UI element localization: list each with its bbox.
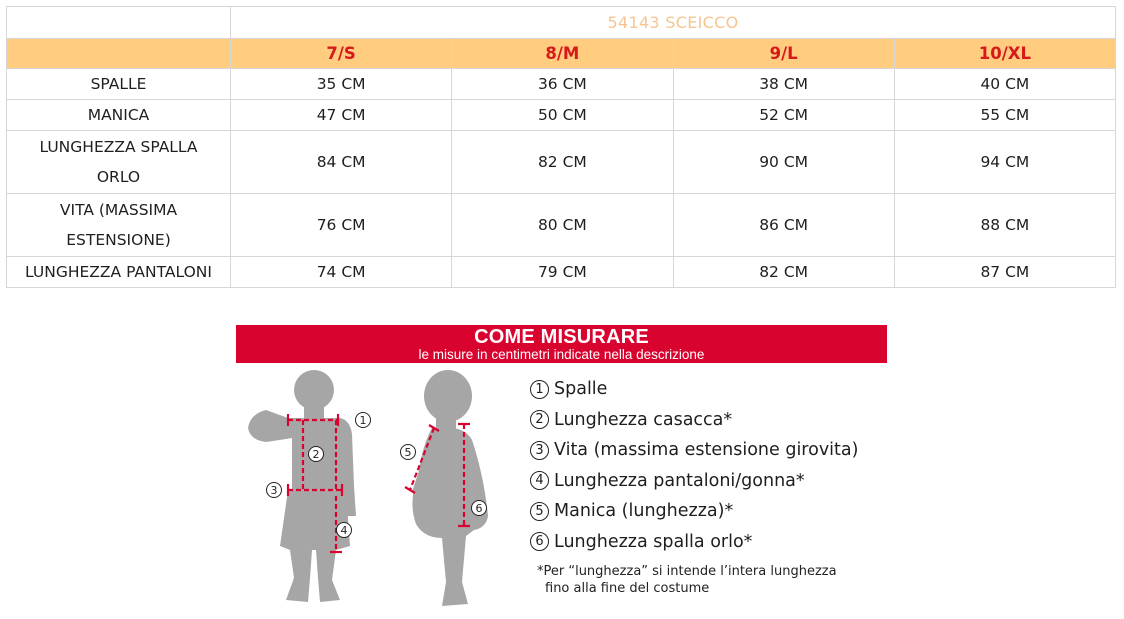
value-cell: 86 CM [673, 194, 894, 257]
header-label-cell [7, 39, 231, 69]
row-label [7, 100, 231, 131]
value-cell: 94 CM [894, 131, 1115, 194]
product-name: 54143 SCEICCO [231, 7, 1116, 39]
how-to-measure-title: COME MISURARE [474, 326, 649, 348]
legend-text: Manica (lunghezza)* [554, 501, 734, 522]
number-circle-icon: 5 [530, 502, 549, 521]
value-cell: 80 CM [452, 194, 673, 257]
legend-text: Lunghezza casacca* [554, 409, 733, 430]
table-row-lunghezza-spalla-orlo [7, 131, 1116, 194]
row-label-text: MANICA [87, 106, 150, 124]
value-cell: 88 CM [894, 194, 1115, 257]
value-cell: 84 CM [231, 131, 452, 194]
measure-legend [530, 374, 858, 557]
size-header-8m: 8/M [452, 39, 673, 69]
value-cell: 55 CM [894, 100, 1115, 131]
corner-cell [7, 7, 231, 39]
number-circle-icon: 1 [530, 380, 549, 399]
value-cell: 90 CM [673, 131, 894, 194]
row-label-text: ESTENSIONE) [66, 231, 171, 249]
footnote-line-1: *Per “lunghezza” si intende l’intera lunghezza [537, 564, 837, 579]
row-label-text: ORLO [96, 168, 141, 186]
table-row-vita [7, 194, 1116, 257]
marker-5: 5 [404, 446, 412, 459]
legend-text: Lunghezza spalla orlo* [554, 531, 753, 552]
legend-item-lunghezza-spalla-orlo [530, 527, 858, 558]
size-table [6, 6, 1116, 288]
size-header-row [7, 39, 1116, 69]
value-cell: 38 CM [673, 69, 894, 100]
table-row-lunghezza-pantaloni [7, 257, 1116, 288]
value-cell: 76 CM [231, 194, 452, 257]
legend-item-lunghezza-pantaloni [530, 466, 858, 497]
row-label-text: LUNGHEZZA PANTALONI [25, 263, 212, 281]
legend-item-vita [530, 435, 858, 466]
number-circle-icon: 2 [530, 410, 549, 429]
value-cell: 87 CM [894, 257, 1115, 288]
value-cell: 79 CM [452, 257, 673, 288]
value-cell: 74 CM [231, 257, 452, 288]
table-row-spalle [7, 69, 1116, 100]
row-label [7, 69, 231, 100]
row-label [7, 257, 231, 288]
length-footnote [537, 563, 897, 597]
how-to-measure-header [236, 325, 887, 363]
row-label-text: LUNGHEZZA SPALLA [39, 138, 198, 156]
value-cell: 35 CM [231, 69, 452, 100]
row-label [7, 194, 231, 257]
how-to-measure-subtitle: le misure in centimetri indicate nella descrizione [418, 347, 705, 362]
value-cell: 82 CM [452, 131, 673, 194]
marker-2: 2 [312, 448, 320, 461]
legend-item-manica [530, 496, 858, 527]
legend-text: Vita (massima estensione girovita) [554, 440, 859, 461]
row-label [7, 131, 231, 194]
value-cell: 36 CM [452, 69, 673, 100]
number-circle-icon: 3 [530, 441, 549, 460]
legend-item-lunghezza-casacca [530, 405, 858, 436]
brand-row [7, 7, 1116, 39]
legend-item-spalle [530, 374, 858, 405]
marker-3: 3 [270, 484, 278, 497]
value-cell: 52 CM [673, 100, 894, 131]
value-cell: 47 CM [231, 100, 452, 131]
row-label-text: SPALLE [90, 75, 147, 93]
value-cell: 50 CM [452, 100, 673, 131]
number-circle-icon: 4 [530, 471, 549, 490]
table-row-manica [7, 100, 1116, 131]
size-header-7s: 7/S [231, 39, 452, 69]
marker-6: 6 [475, 502, 483, 515]
legend-text: Lunghezza pantaloni/gonna* [554, 470, 805, 491]
value-cell: 40 CM [894, 69, 1115, 100]
size-header-10xl: 10/XL [894, 39, 1115, 69]
row-label-text: VITA (MASSIMA [59, 201, 178, 219]
measurement-figures [236, 366, 516, 616]
marker-1: 1 [359, 414, 367, 427]
footnote-line-2: fino alla fine del costume [545, 581, 710, 596]
legend-text: Spalle [554, 379, 608, 400]
marker-4: 4 [340, 524, 348, 537]
value-cell: 82 CM [673, 257, 894, 288]
side-child-figure-icon [412, 370, 488, 606]
size-header-9l: 9/L [673, 39, 894, 69]
number-circle-icon: 6 [530, 532, 549, 551]
